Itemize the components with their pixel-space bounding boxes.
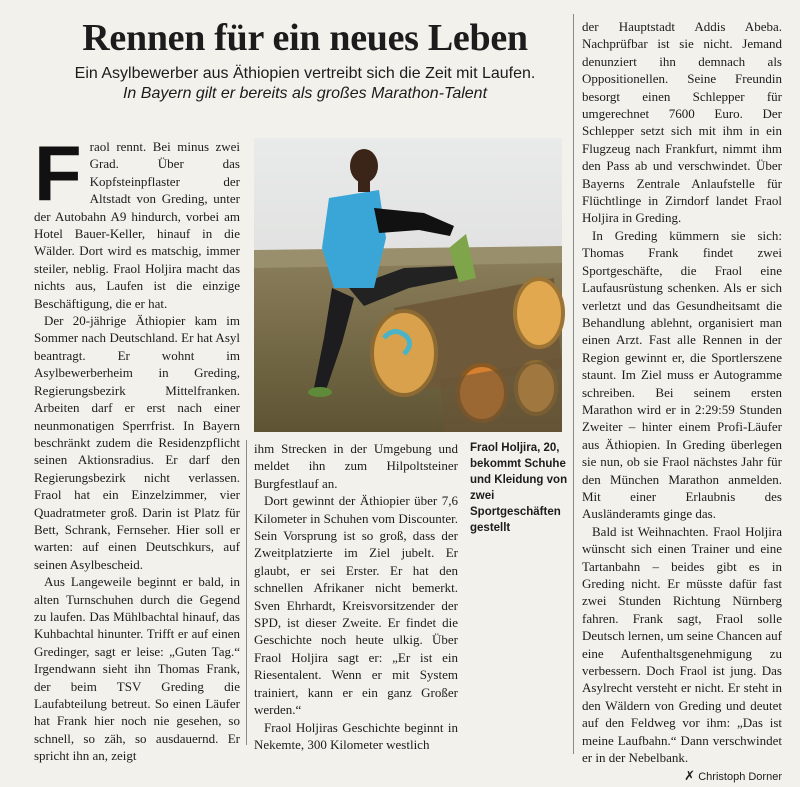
article-column-2 bbox=[254, 440, 458, 750]
runner-stretching-on-logs-image bbox=[254, 138, 562, 432]
paragraph: ihm Strecken in der Umgebung und meldet ihn zum Hilpoltsteiner Burgfestlauf an. bbox=[254, 441, 458, 491]
runner-photo bbox=[254, 138, 562, 432]
end-mark-icon: ✗ bbox=[684, 768, 695, 784]
article-column-1 bbox=[34, 129, 240, 764]
paragraph: In Greding kümmern sie sich: Thomas Frank findet zwei Sportgeschäfte, die Fraol eine Laufausrüstung schenken. Als er sich verletzt und das Gesundheitsamt die Behandlung ablehnt, organisiert man einen Arzt. Fast alle Rennen in der Region gewinnt er, die Sportlerszene staunt. Im Ziel muss er Autogramme schreiben. Bei seinem ersten Marathon wird er in 2:29:59 Stunden Zweiter – hinter einem Profi-Läufer aus Äthiopien. In Greding überlegen sie nun, ob sie Fraol nächstes Jahr für den München Marathon anmelden. Mit einer Erlaubnis des Ausländeramts ginge das. bbox=[582, 227, 782, 522]
drop-cap: F bbox=[34, 129, 82, 217]
column-divider bbox=[573, 14, 574, 754]
paragraph: Fraol Holjiras Geschichte beginnt in Nekemte, 300 Kilometer westlich bbox=[254, 719, 458, 752]
headline: Rennen für ein neues Leben bbox=[82, 17, 528, 59]
byline-row bbox=[582, 767, 782, 786]
paragraph: der Hauptstadt Addis Abeba. Nachprüfbar ist sie nicht. Jemand denunziert ihn demnach als Oppositionellen. Seine Freundin besorgt einen Schlepper für umgerechnet 7600 Euro. Der Schlepper setzt sich mit ihm in ein Flugzeug nach Frankfurt, nimmt ihm den Pass ab und verschwindet. Über Bayerns Zentrale Anlaufstelle für Flüchtlinge in Zirndorf landet Fraol Holjira in Greding. bbox=[582, 19, 782, 226]
article-column-3 bbox=[582, 18, 782, 784]
paragraph: Der 20-jährige Äthiopier kam im Sommer nach Deutschland. Er hat Asyl beantragt. Er wohnt im Asylbewerberheim in Greding, Regierungsbezirk Mittelfranken. Arbeiten darf er erst nach einer neunmonatigen Sperrfrist. In Bayern beschränkt zudem die Residenzpflicht seinen Aktionsradius. Er darf den Regierungsbezirk nicht verlassen. Fraol hat ein Einzelzimmer, vier Quadratmeter groß. Darin ist Platz für Bett, Schrank, Fernseher. Hier soll er warten: auf einen Deutschkurs, auf seinen Asylbescheid. bbox=[34, 313, 240, 572]
author-byline: Christoph Dorner bbox=[698, 771, 782, 784]
deck-line-2: In Bayern gilt er bereits als großes Marathon-Talent bbox=[122, 85, 488, 102]
column-divider bbox=[246, 440, 247, 745]
paragraph: Bald ist Weihnachten. Fraol Holjira wünscht sich einen Trainer und eine Tartanbahn – beides gibt es in Greding nicht. Er müsste dafür fast zwei Stunden Richtung Nürnberg fahren. Frank sagt, Fraol solle Deutsch lernen, um seine Chancen auf eine Aufenthaltsgenehmigung zu verbessern. Doch Fraol ist jung. Das Asylrecht versteht er nicht. Er steht in den Wäldern von Greding und deutet auf den Feldweg vor ihm: „Das ist meine Laufbahn.“ Dann verschwindet er in der Nebelbank. bbox=[582, 523, 782, 766]
paragraph: raol rennt. Bei minus zwei Grad. Über das Kopfsteinpflaster der Altstadt von Greding, unter der Autobahn A9 hindurch, vorbei am Hotel Bauer-Keller, hinauf in die Wälder. Dort wird es matschig, immer steiler, neblig. Fraol Holjira macht das nichts aus, Laufen ist die einzige Beschäftigung, die er hat. bbox=[34, 139, 240, 311]
deck-line-1: Ein Asylbewerber aus Äthiopien vertreibt sich die Zeit mit Laufen. bbox=[74, 65, 536, 82]
paragraph: Aus Langeweile beginnt er bald, in alten Turnschuhen durch die Gegend zu laufen. Das Mühlbachtal hinauf, das Kuhbachtal hinunter. Trifft er auf einen Gredinger, sagt er leise: „Guten Tag.“ Irgendwann sieht ihn Thomas Frank, der beim TSV Greding die Laufabteilung betreut. So einen Läufer hat Frank hier noch nie gesehen, so schnell, so zäh, so ausdauernd. Er spricht ihn an, zeigt bbox=[34, 574, 240, 764]
photo-caption: Fraol Holjira, 20, bekommt Schuhe und Kleidung von zwei Sportgeschäften gestellt bbox=[470, 442, 568, 534]
paragraph: Dort gewinnt der Äthiopier über 7,6 Kilometer in Schuhen vom Discounter. Sein Vorsprung ist so groß, dass der Zweitplatzierte im Ziel jubelt. Er glaubt, er sei Erster. Er hat den schnellen Afrikaner nicht bemerkt. Sven Ehrhardt, Kreisvorsitzender der SPD, ist dieser Zweite. Er findet die Geschichte noch heute ulkig. Über Fraol Holjira sagt er: „Er ist ein Riesentalent. Wenn er mit System trainiert, kann er ein ganz Großer werden.“ bbox=[254, 493, 458, 718]
